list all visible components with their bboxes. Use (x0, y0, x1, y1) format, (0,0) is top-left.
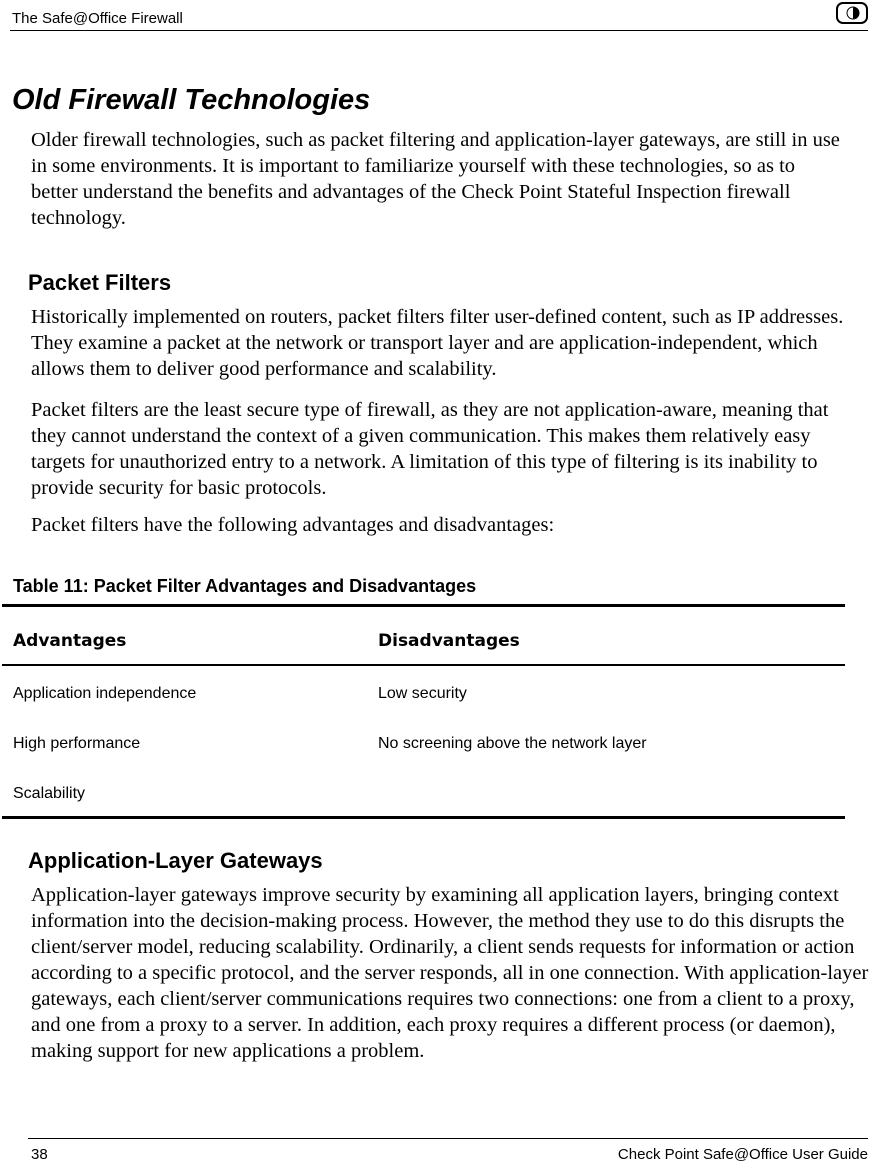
safe-at-office-logo-icon (836, 2, 868, 24)
running-header-title: The Safe@Office Firewall (12, 10, 183, 27)
table-cell: High performance (13, 735, 141, 752)
table-cell: Application independence (13, 685, 197, 702)
table-bottom-rule (2, 816, 845, 819)
header-divider (10, 30, 868, 31)
intro-paragraph: Older firewall technologies, such as packet filtering and application-layer gateways, are still in use in some environments. It is important to familiarize yourself with these technologies, so as to better understand the benefits and advantages of the Check Point Stateful Inspection firewall technology. (31, 129, 840, 229)
packet-filters-paragraph-1: Historically implemented on routers, packet filters filter user-defined content, such as IP addresses. They examine a packet at the network or transport layer and are application-independent, which allows them to deliver good performance and scalability. (31, 306, 844, 380)
table-caption: Table 11: Packet Filter Advantages and Disadvantages (13, 576, 477, 596)
page-number: 38 (31, 1146, 48, 1163)
table-header-advantages: Advantages (13, 631, 127, 651)
footer-divider (28, 1138, 868, 1139)
footer-guide-title: Check Point Safe@Office User Guide (617, 1146, 868, 1163)
app-gateways-paragraph: Application-layer gateways improve security by examining all application layers, bringing context information into the decision-making process. However, the method they use to do this disrupts the client/server model, reducing scalability. Ordinarily, a client sends requests for information or action according to a specific protocol, and the server responds, all in one connection. With application-layer gateways, each client/server communications requires two connections: one from a client to a proxy, and one from a proxy to a server. In addition, each proxy requires a different process (or daemon), making support for new applications a problem. (31, 884, 869, 1062)
packet-filters-paragraph-3: Packet filters have the following advantages and disadvantages: (31, 514, 555, 536)
page-title: Old Firewall Technologies (12, 84, 371, 116)
table-cell: Scalability (13, 785, 86, 802)
table-header-disadvantages: Disadvantages (378, 631, 520, 651)
app-gateways-heading: Application-Layer Gateways (28, 848, 323, 873)
packet-filters-heading: Packet Filters (28, 270, 172, 295)
table-cell: Low security (378, 685, 467, 702)
table-top-rule (2, 604, 845, 607)
table-cell: No screening above the network layer (378, 735, 647, 752)
table-header-rule (2, 664, 845, 666)
packet-filters-paragraph-2: Packet filters are the least secure type of firewall, as they are not application-aware, meaning that they cannot understand the context of a given communication. This makes them relatively easy targets for unauthorized entry to a network. A limitation of this type of filtering is its inability to provide security for basic protocols. (31, 399, 829, 499)
